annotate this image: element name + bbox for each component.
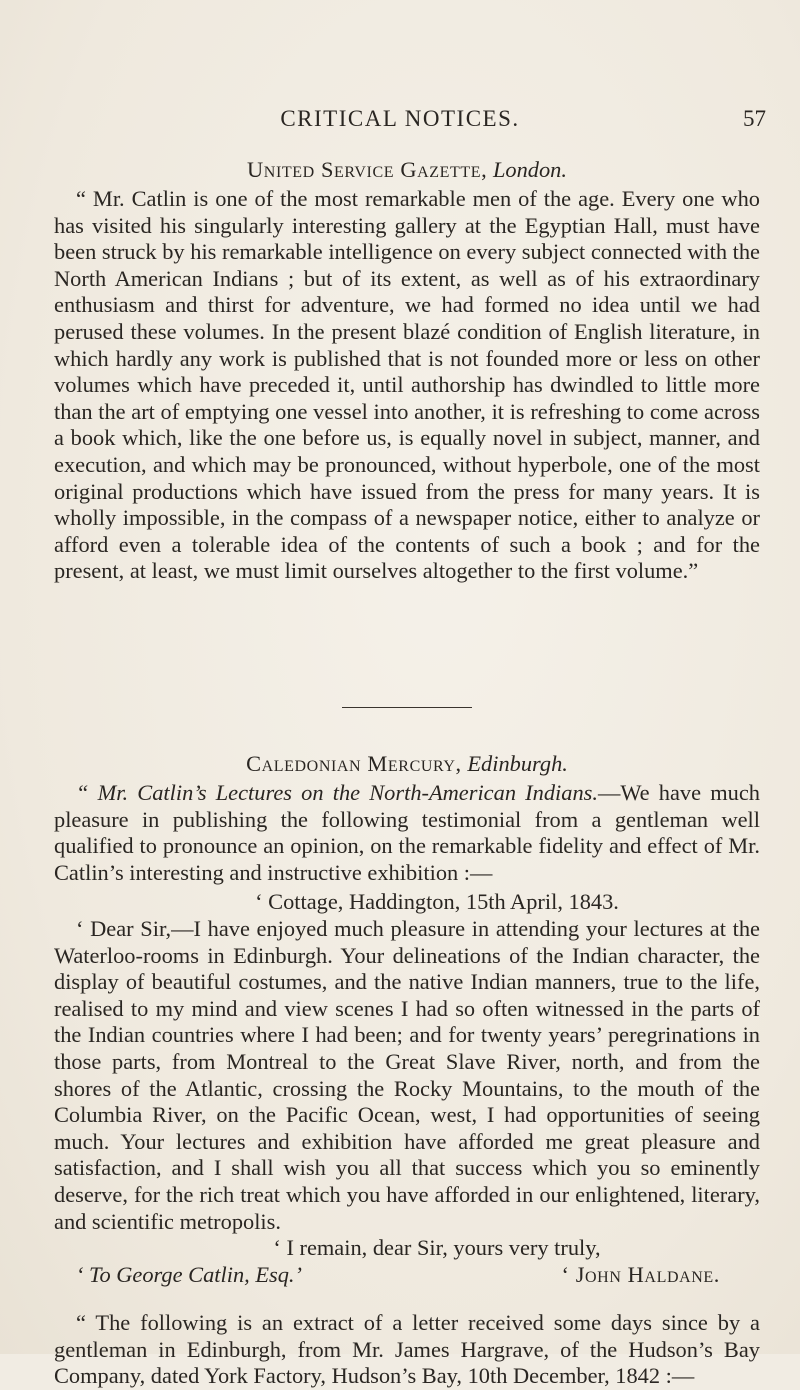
review-title: “ Mr. Catlin’s Lectures on the North-American Indians. (76, 780, 598, 805)
letter-signature-line (54, 1262, 760, 1289)
letter-closing: ‘ I remain, dear Sir, yours very truly, (273, 1235, 601, 1261)
letter-address: ‘ Cottage, Haddington, 15th April, 1843. (255, 889, 619, 915)
section-divider (342, 707, 472, 708)
review-paragraph: “ Mr. Catlin is one of the most remarkable men of the age. Every one who has visited his singularly interesting gallery at the Egyptian Hall, must have been struck by his remarkable intelligence on every subject connected with the North American Indians ; but of its extent, as well as of his extraordinary enthusiasm and thirst for adventure, we had formed no idea until we had perused these volumes. In the present blazé condition of English literature, in which hardly any work is published that is not founded more or less on other volumes which have preceded it, until authorship has dwindled to little more than the art of emptying one vessel into another, it is refreshing to come across a book which, like the one before us, is equally novel in subject, manner, and execution, and which may be pronounced, without hyperbole, one of the most original productions which have issued from the press for many years. It is wholly impossible, in the compass of a newspaper notice, either to analyze or afford even a tolerable idea of the contents of such a book ; and for the present, at least, we must limit ourselves altogether to the first volume.” (54, 186, 760, 584)
section-united-service-gazette (54, 156, 760, 585)
review-intro-text: —We have much pleasure in publishing the following testimonial from a gentleman well qualified to pronounce an opinion, on the remarkable fidelity and effect of Mr. Catlin’s interesting and instructive exhibition :— (54, 780, 760, 885)
letter-addressee: ‘ To George Catlin, Esq.’ (76, 1261, 302, 1287)
letter-body: ‘ Dear Sir,—I have enjoyed much pleasure in attending your lectures at the Waterloo-rooms in Edinburgh. Your delineations of the Indian character, the display of beautiful costumes, and the native Indian manners, true to the life, realised to my mind and view scenes I had so often witnessed in the parts of the Indian countries where I had been; and for twenty years’ peregrinations in those parts, from Montreal to the Great Slave River, north, and from the shores of the Atlantic, crossing the Rocky Mountains, to the mouth of the Columbia River, on the Pacific Ocean, west, I had opportunities of seeing much. Your lectures and exhibition have afforded me great pleasure and satisfaction, and I shall wish you all that success which you so eminently deserve, for the rich treat which you have afforded in our enlightened, literary, and scientific metropolis. (54, 915, 760, 1234)
section-divider-wrap (54, 707, 760, 708)
source-place: Edinburgh. (467, 751, 568, 776)
letter-signature: ‘ John Haldane. (561, 1261, 720, 1287)
running-head (40, 106, 766, 140)
review-intro (54, 780, 760, 886)
section-heading (54, 750, 760, 778)
page-number: 57 (743, 106, 766, 131)
source-name: Caledonian Mercury, (246, 751, 462, 776)
extract-paragraph: “ The following is an extract of a letter received some days since by a gentleman in Edinburgh, from Mr. James Hargrave, of the Hudson’s Bay Company, dated York Factory, Hudson’s Bay, 10th December, 1842 :— (54, 1310, 760, 1389)
section-heading (54, 156, 760, 184)
source-place: London. (492, 157, 567, 182)
running-title: CRITICAL NOTICES. (280, 106, 520, 131)
section-caledonian-mercury (54, 750, 760, 1390)
source-name: United Service Gazette, (247, 157, 488, 182)
